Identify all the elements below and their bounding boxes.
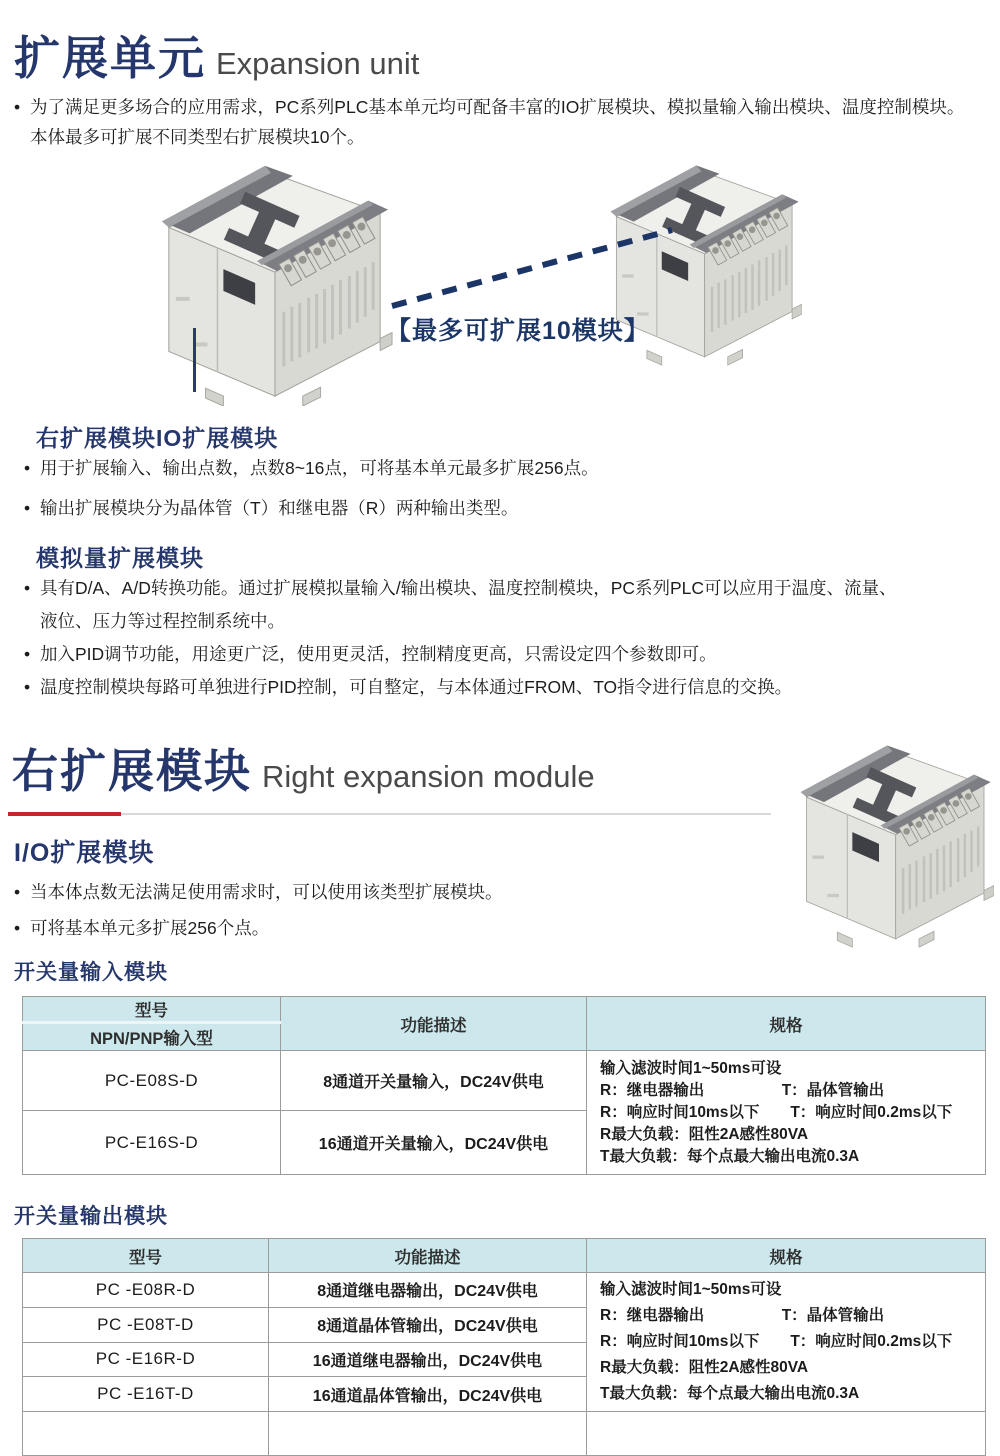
spec-line: R最大负载：阻性2A感性80VA bbox=[600, 1359, 809, 1376]
spec-line: R最大负载：阻性2A感性80VA bbox=[600, 1125, 809, 1143]
spec-line: T最大负载：每个点最大输出电流0.3A bbox=[600, 1147, 860, 1165]
io-expansion-bullets bbox=[24, 458, 954, 538]
output-module-heading: 开关量输出模块 bbox=[14, 1205, 168, 1228]
model-cell: PC-E08S-D bbox=[23, 1051, 281, 1111]
expansion-connector-dashed-line bbox=[386, 222, 678, 314]
model-cell: PC -E08T-D bbox=[23, 1307, 269, 1342]
table-row bbox=[23, 1051, 986, 1111]
output-module-table bbox=[22, 1238, 986, 1456]
right-expansion-title bbox=[12, 735, 595, 801]
plc-module-image-left bbox=[148, 158, 398, 406]
column-header-function: 功能描述 bbox=[281, 997, 587, 1051]
io-expansion-module-bullets bbox=[14, 874, 784, 946]
column-header-model: 型号 bbox=[23, 997, 281, 1023]
bullet-item: • 温度控制模块每路可单独进行PID控制，可自整定，与本体通过FROM、TO指令进行信息的交换。 bbox=[24, 671, 908, 704]
table-row bbox=[23, 1273, 986, 1308]
model-cell: PC -E16T-D bbox=[23, 1377, 269, 1412]
bullet-item: • 加入PID调节功能，用途更广泛，使用更灵活，控制精度更高，只需设定四个参数即可。 bbox=[24, 638, 908, 671]
function-cell: 16通道开关量输入，DC24V供电 bbox=[281, 1111, 587, 1175]
model-cell: PC-E16S-D bbox=[23, 1111, 281, 1175]
column-header-spec: 规格 bbox=[587, 997, 986, 1051]
spec-line: R：继电器输出 T：晶体管输出 bbox=[600, 1081, 885, 1099]
bullet-item: • 输出扩展模块分为晶体管（T）和继电器（R）两种输出类型。 bbox=[24, 498, 954, 519]
empty-cell bbox=[269, 1412, 587, 1456]
expansion-unit-title-en: Expansion unit bbox=[216, 46, 420, 81]
io-expansion-module-heading: I/O扩展模块 bbox=[14, 839, 155, 867]
spec-cell bbox=[587, 1273, 986, 1412]
right-expansion-title-cn: 右扩展模块 bbox=[12, 745, 252, 797]
empty-cell bbox=[23, 1412, 269, 1456]
max-expansion-label: 【最多可扩展10模块】 bbox=[386, 317, 650, 345]
spec-cell bbox=[587, 1051, 986, 1175]
analog-expansion-heading: 模拟量扩展模块 bbox=[36, 545, 204, 571]
table-header-row bbox=[23, 997, 986, 1023]
bullet-item: • 可将基本单元多扩展256个点。 bbox=[14, 910, 784, 946]
plc-module-image-section2 bbox=[794, 738, 994, 948]
spec-line: R：响应时间10ms以下 T：响应时间0.2ms以下 bbox=[600, 1333, 953, 1350]
input-module-table bbox=[22, 996, 986, 1175]
right-expansion-title-en: Right expansion module bbox=[262, 759, 595, 794]
io-expansion-heading: 右扩展模块IO扩展模块 bbox=[36, 425, 279, 451]
table-header-row bbox=[23, 1239, 986, 1273]
column-header-function: 功能描述 bbox=[269, 1239, 587, 1273]
expansion-unit-intro: • 为了满足更多场合的应用需求，PC系列PLC基本单元均可配备丰富的IO扩展模块、模拟量输入输出模块、温度控制模块。本体最多可扩展不同类型右扩展模块10个。 bbox=[14, 92, 968, 152]
function-cell: 16通道继电器输出，DC24V供电 bbox=[269, 1342, 587, 1377]
analog-expansion-bullets bbox=[24, 572, 908, 704]
spec-line: 输入滤波时间1~50ms可设 bbox=[600, 1059, 782, 1077]
bullet-item: • 用于扩展输入、输出点数，点数8~16点，可将基本单元最多扩展256点。 bbox=[24, 458, 954, 479]
expansion-unit-title-cn: 扩展单元 bbox=[14, 32, 206, 84]
spec-line: R：响应时间10ms以下 T：响应时间0.2ms以下 bbox=[600, 1103, 953, 1121]
callout-line bbox=[193, 328, 196, 392]
spec-line: 输入滤波时间1~50ms可设 bbox=[600, 1281, 782, 1298]
table-row-clipped bbox=[23, 1412, 986, 1456]
column-header-model-sub: NPN/PNP输入型 bbox=[23, 1023, 281, 1051]
expansion-unit-title bbox=[14, 22, 419, 88]
function-cell: 16通道晶体管输出，DC24V供电 bbox=[269, 1377, 587, 1412]
column-header-model: 型号 bbox=[23, 1239, 269, 1273]
input-module-heading: 开关量输入模块 bbox=[14, 961, 168, 984]
model-cell: PC -E16R-D bbox=[23, 1342, 269, 1377]
model-cell: PC -E08R-D bbox=[23, 1273, 269, 1308]
spec-line: T最大负载：每个点最大输出电流0.3A bbox=[600, 1385, 860, 1402]
column-header-spec: 规格 bbox=[587, 1239, 986, 1273]
bullet-item: • 具有D/A、A/D转换功能。通过扩展模拟量输入/输出模块、温度控制模块，PC系列PLC可以应用于温度、流量、液位、压力等过程控制系统中。 bbox=[24, 572, 908, 638]
function-cell: 8通道晶体管输出，DC24V供电 bbox=[269, 1307, 587, 1342]
bullet-item: • 当本体点数无法满足使用需求时，可以使用该类型扩展模块。 bbox=[14, 874, 784, 910]
spec-line: R：继电器输出 T：晶体管输出 bbox=[600, 1307, 885, 1324]
empty-cell bbox=[587, 1412, 986, 1456]
title-underline-gray bbox=[121, 813, 771, 815]
function-cell: 8通道继电器输出，DC24V供电 bbox=[269, 1273, 587, 1308]
title-underline-red bbox=[8, 812, 121, 816]
function-cell: 8通道开关量输入，DC24V供电 bbox=[281, 1051, 587, 1111]
